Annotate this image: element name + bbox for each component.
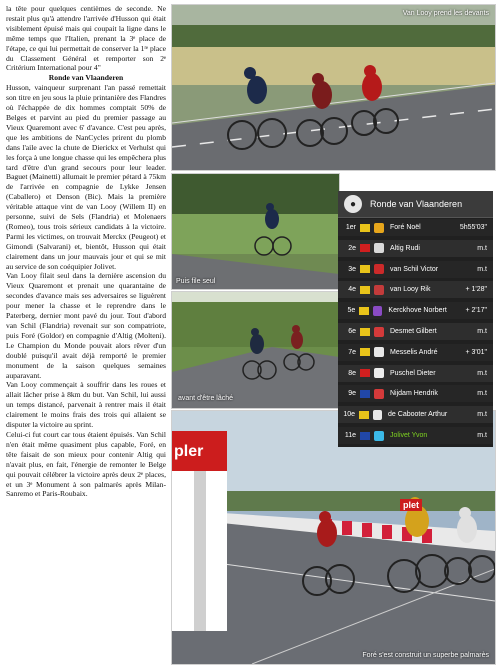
result-row [338, 385, 493, 402]
jersey-icon [373, 410, 382, 420]
rider-time: + 1'28" [465, 286, 487, 294]
rider-name: Nijdam Hendrik [390, 390, 438, 398]
rider-name: de Cabooter Arthur [388, 411, 448, 419]
jersey-icon [374, 327, 384, 337]
photo-caption: Foré s'est construit un superbe palmarès [362, 652, 489, 659]
flag-icon [360, 328, 370, 336]
result-row [338, 261, 493, 278]
result-position: 5e [347, 307, 356, 315]
article-paragraph: Celui-ci fut court car tous étaient épuisés. Van Schil n'en était même quasiment plus capable, Foré, en tête faisait de son mieux pour contenir Altig qui n'avait plus, en fait, l'énergie de remonter le Belge qui pouvait célébrer la victoire après deux 2ᵉ places, et un 3ᵉ Monument à son palmarès après Milan-Sanremo et Paris-Roubaix. [6, 429, 166, 499]
result-position: 2e [348, 244, 356, 252]
result-row [338, 344, 493, 361]
article-column [6, 4, 166, 663]
rider-name: van Looy Rik [390, 286, 431, 294]
rider-time: m.t [477, 265, 487, 273]
result-position: 3e [348, 265, 356, 273]
result-row [338, 219, 493, 236]
flag-icon [360, 432, 370, 440]
article-paragraph: la tête pour quelques centièmes de seconde. Ne restait plus qu'à attendre l'arrivée d'Husson qui était visiblement épuisé mais qui coupait la ligne dans le même temps que l'Italien, prenant la 3ᵉ place de l'étape, ce qui lui permettait de conserver la 1ʳᵉ place du Classement Général et remporter son 2ᵉ Critérium International pour 4" [6, 4, 166, 73]
rider-name: Desmet Gilbert [390, 328, 437, 335]
rider-time: m.t [477, 411, 487, 419]
jersey-icon [374, 223, 384, 233]
result-position: 7e [348, 348, 356, 356]
rider-time: m.t [477, 369, 487, 377]
rider-name: Jolivet Yvon [390, 432, 428, 439]
article-paragraph: Van Looy filait seul dans la dernière ascension du Vieux Quaremont et prenait une quarantaine de secondes d'avance mais ses adversaires se liguèrent pour mener la chasse et le reprendre dans le Paterberg, dernier mont pavé du jour. Tout d'abord van Schil (Flandria) revenait sur son compatriote, puis Foré (Goldor) en compagnie d'Altig (Molteni). Le Champion du Monde pouvait alors rêver d'un doublé puisqu'il avait déjà remporté le premier monument de la saison quelques semaines auparavant. [6, 271, 166, 380]
rider-time: 5h55'03" [459, 224, 487, 231]
jersey-icon [374, 431, 384, 441]
result-position: 4e [348, 286, 356, 294]
flag-icon [360, 265, 370, 273]
rider-time: + 2'17" [465, 307, 487, 315]
rider-name: van Schil Victor [390, 265, 439, 273]
results-header [338, 191, 493, 218]
result-row [338, 302, 493, 319]
flag-icon [359, 307, 369, 315]
photo-caption: avant d'être lâché [178, 395, 234, 402]
result-row [338, 427, 493, 444]
flag-icon [360, 224, 370, 232]
result-position: 1er [345, 224, 356, 231]
section-heading: Ronde van Vlaanderen [48, 73, 124, 83]
jersey-icon [374, 347, 384, 357]
jersey-icon [373, 306, 383, 316]
jersey-icon [374, 389, 384, 399]
photo-caption: Puis file seul [176, 278, 216, 285]
flag-icon [360, 244, 370, 252]
jersey-icon [374, 368, 384, 378]
rider-name: Altig Rudi [390, 244, 420, 252]
rider-name: Puschel Dieter [390, 369, 436, 377]
photo-van-looy-breakaway [171, 4, 496, 171]
race-logo-icon: ● [344, 195, 362, 213]
rider-time: m.t [477, 244, 487, 252]
race-name: Ronde van Vlaanderen [370, 199, 463, 209]
rider-name: Kerckhove Norbert [388, 307, 447, 315]
result-row [338, 365, 493, 382]
result-position: 10e [343, 411, 356, 419]
jersey-icon [374, 264, 384, 274]
rider-time: m.t [477, 432, 487, 439]
article-paragraph: Husson, vainqueur surprenant l'an passé remettait son titre en jeu sous la pluie printanière des Flandres où l'échappée de dix hommes comptait 50% de Belges et parvint au pied du premier passage au Vieux Quaremont avec 6' d'avance. C'est peu après, que les ambitions de NanCycles prirent du plomb dans l'aile avec la chute de Dierickx et Verhulst qui les força à une longue chasse qui les empêchera plus tard d'être d'un grand secours pour leur leader. Baguet (Mainetti) allumait le premier pétard à 75km de l'arrivée en compagnie de Lykke Jensen (Caballero) et Denson (Bic). Mais la première véritable attaque vint de van Looy (Willem II) en personne, suivi de Sels (Flandria) et Molenaers (Romeo), tous trois sérieux candidats à la victoire. Parmi les victimes, on trouvait Merckx (Peugeot) et Gimondi (Salvarani) et, bientôt, Husson qui était clairement dans un jour mauvais jour et qui se mit au service de son coéquipier Jolivet. [6, 83, 166, 271]
photo-van-looy-dropped [171, 291, 340, 409]
photo-caption: Van Looy prend les devants [402, 10, 489, 17]
photo-van-looy-solo [171, 173, 340, 290]
sponsor-banner: pler [174, 443, 204, 460]
flag-icon [359, 411, 368, 419]
flag-icon [360, 390, 370, 398]
sponsor-banner-right: plet [400, 499, 422, 511]
result-position: 6e [348, 328, 356, 335]
result-row [338, 323, 493, 340]
result-position: 9e [348, 390, 356, 398]
flag-icon [360, 286, 370, 294]
result-position: 11e [344, 432, 356, 439]
result-row [338, 406, 493, 423]
rider-time: m.t [477, 390, 487, 398]
article-paragraph: Van Looy commençait à souffrir dans les roues et allait lâcher prise à 8km du but. Van Schil, lui aussi un temps distancé, parvenait à rentrer mais il était clairement le moins frais des trois qui allaient se disputer la victoire au sprint. [6, 380, 166, 430]
result-row [338, 281, 493, 298]
result-position: 8e [348, 369, 356, 377]
flag-icon [360, 348, 370, 356]
rider-time: + 3'01" [465, 348, 487, 356]
jersey-icon [374, 285, 384, 295]
results-panel [338, 191, 493, 447]
rider-time: m.t [477, 328, 487, 335]
result-row [338, 240, 493, 257]
flag-icon [360, 369, 370, 377]
jersey-icon [374, 243, 384, 253]
rider-name: Messelis André [390, 348, 438, 356]
photo-fore-sprint [171, 410, 496, 665]
rider-name: Foré Noël [390, 224, 421, 231]
